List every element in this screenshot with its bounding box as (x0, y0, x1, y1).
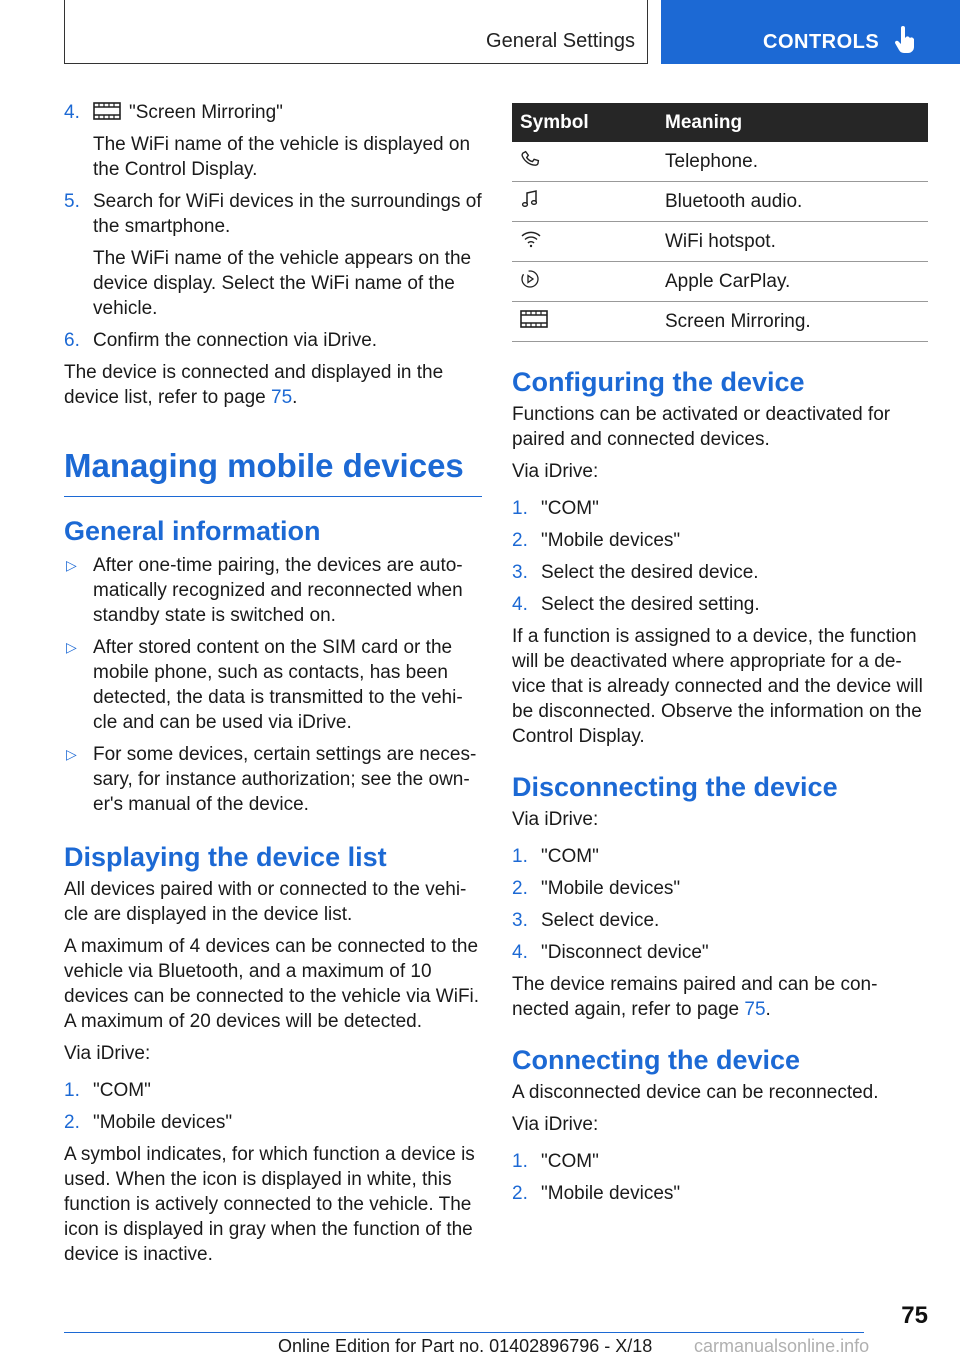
symbol-table (512, 103, 928, 342)
table-row (512, 262, 928, 302)
bullet-text: For some devices, certain settings are neces-sary, for instance authorization; see the own-er's manual of the device. (93, 744, 477, 815)
heading-connecting: Connecting the device (512, 1045, 801, 1075)
table-header-row (512, 103, 928, 142)
list-item (64, 1110, 482, 1135)
header-symbol: Symbol (512, 103, 665, 142)
paragraph: Functions can be activated or deactivated for paired and connected devices. (512, 404, 891, 450)
table-row (512, 142, 928, 182)
controls-tab-label: CONTROLS (763, 31, 880, 53)
step-number: 4. (512, 594, 528, 615)
paragraph-connected: The device is connected and displayed in the device list, refer to page 75. (64, 362, 444, 408)
bullet-item (64, 553, 482, 628)
heading-disconnecting: Disconnecting the device (512, 772, 838, 802)
heading-configuring: Configuring the device (512, 367, 805, 397)
step-text: "COM" (93, 1080, 151, 1101)
paragraph: A disconnected device can be reconnected. (512, 1082, 879, 1103)
via-idrive: Via iDrive: (512, 461, 599, 482)
triangle-icon: ▷ (66, 746, 77, 762)
triangle-icon: ▷ (66, 639, 77, 655)
section-title: General Settings (486, 30, 635, 52)
controls-tab[interactable] (661, 0, 960, 64)
meaning-cell: Bluetooth audio. (665, 182, 928, 222)
list-item (512, 844, 928, 869)
table-row (512, 182, 928, 222)
step-number: 2. (512, 1183, 528, 1204)
step-number: 2. (512, 530, 528, 551)
list-item (512, 908, 928, 933)
step-5 (64, 189, 482, 239)
step-number: 1. (64, 1080, 80, 1101)
header-box (64, 0, 648, 64)
list-item (512, 876, 928, 901)
list-item (512, 496, 928, 521)
page-link[interactable]: 75 (271, 387, 293, 408)
step-number: 5. (64, 191, 80, 212)
step-number: 1. (512, 498, 528, 519)
step-4 (64, 100, 482, 125)
music-note-icon (520, 189, 540, 209)
heading-general: General information (64, 516, 321, 546)
symbol-cell (512, 142, 665, 182)
symbol-cell (512, 302, 665, 342)
wifi-icon (520, 230, 542, 248)
step-number: 1. (512, 846, 528, 867)
bullet-item (64, 635, 482, 735)
step-text: Search for WiFi devices in the surroundings of the smartphone. (93, 191, 482, 237)
step-text: "Mobile devices" (541, 530, 681, 551)
hand-pointer-icon (894, 26, 916, 54)
bullet-text: After stored content on the SIM card or the mobile phone, such as contacts, has been detected, the data is transmitted to the vehi-cle and can be used via iDrive. (93, 637, 463, 733)
meaning-cell: Apple CarPlay. (665, 262, 928, 302)
step-number: 3. (512, 562, 528, 583)
step-number: 3. (512, 910, 528, 931)
step-number: 1. (512, 1151, 528, 1172)
meaning-cell: WiFi hotspot. (665, 222, 928, 262)
step-number: 6. (64, 330, 80, 351)
bullet-text: After one-time pairing, the devices are auto-matically recognized and reconnected when standby state is switched on. (93, 555, 463, 626)
via-idrive: Via iDrive: (64, 1043, 151, 1064)
step-text: Select the desired setting. (541, 594, 760, 615)
step-6 (64, 328, 482, 353)
triangle-icon: ▷ (66, 557, 77, 573)
symbol-cell (512, 182, 665, 222)
step-text: "Mobile devices" (541, 878, 681, 899)
page-link[interactable]: 75 (744, 999, 766, 1020)
step-text: Select the desired device. (541, 562, 759, 583)
paragraph-disconnect: The device remains paired and can be con-nected again, refer to page 75. (512, 974, 878, 1020)
bullet-item (64, 742, 482, 817)
step-text: "COM" (541, 846, 599, 867)
header-meaning: Meaning (665, 103, 928, 142)
meaning-cell: Screen Mirroring. (665, 302, 928, 342)
list-item (512, 528, 928, 553)
step-note: The WiFi name of the vehicle is displayed on the Control Display. (93, 134, 471, 180)
table-row (512, 302, 928, 342)
step-text: Select device. (541, 910, 660, 931)
symbol-cell (512, 262, 665, 302)
list-item (512, 592, 928, 617)
paragraph: All devices paired with or connected to the vehi-cle are displayed in the device list. (64, 879, 467, 925)
paragraph-symbol: A symbol indicates, for which function a device is used. When the icon is displayed in white, this function is actively connected to the vehicle. The icon is displayed in gray when the function of the device is inactive. (64, 1144, 475, 1265)
list-item (512, 560, 928, 585)
step-number: 2. (512, 878, 528, 899)
table-row (512, 222, 928, 262)
step-text: "Disconnect device" (541, 942, 709, 963)
step-text: "COM" (541, 1151, 599, 1172)
symbol-cell (512, 222, 665, 262)
paragraph-text: The device is connected and displayed in the device list, refer to page (64, 362, 444, 408)
paragraph: If a function is assigned to a device, the function will be deactivated where appropriate for a de-vice that is already connected and the device will be disconnected. Observe the information on the Control Display. (512, 626, 923, 747)
meaning-cell: Telephone. (665, 142, 928, 182)
telephone-icon (520, 149, 540, 169)
step-text: "Mobile devices" (541, 1183, 681, 1204)
list-item (64, 1078, 482, 1103)
right-column (512, 103, 928, 1213)
heading-display: Displaying the device list (64, 842, 387, 872)
via-idrive: Via iDrive: (512, 809, 599, 830)
left-column (64, 100, 482, 1274)
paragraph: A maximum of 4 devices can be connected to the vehicle via Bluetooth, and a maximum of 10 devices can be connected to the vehicle via WiFi. A maximum of 20 devices will be detected. (64, 936, 480, 1032)
page-number: 75 (901, 1302, 928, 1329)
step-number: 4. (512, 942, 528, 963)
step-text: "Mobile devices" (93, 1112, 233, 1133)
list-item (512, 1149, 928, 1174)
footer-divider (64, 1332, 864, 1333)
paragraph-text: The device remains paired and can be con-nected again, refer to page (512, 974, 878, 1020)
screen-mirroring-icon (520, 310, 548, 328)
step-text: "COM" (541, 498, 599, 519)
edition-text: Online Edition for Part no. 01402896796 - X/18 (278, 1336, 653, 1356)
step-note: The WiFi name of the vehicle appears on the device display. Select the WiFi name of the vehicle. (93, 248, 472, 319)
heading-managing: Managing mobile devices (64, 446, 482, 497)
list-item (512, 1181, 928, 1206)
screen-mirroring-icon (93, 102, 121, 120)
via-idrive: Via iDrive: (512, 1114, 599, 1135)
step-number: 4. (64, 102, 80, 123)
list-item (512, 940, 928, 965)
step-text: "Screen Mirroring" (129, 102, 283, 123)
step-text: Confirm the connection via iDrive. (93, 330, 378, 351)
carplay-icon (520, 269, 540, 289)
step-number: 2. (64, 1112, 80, 1133)
watermark: carmanualsonline.info (694, 1336, 870, 1356)
